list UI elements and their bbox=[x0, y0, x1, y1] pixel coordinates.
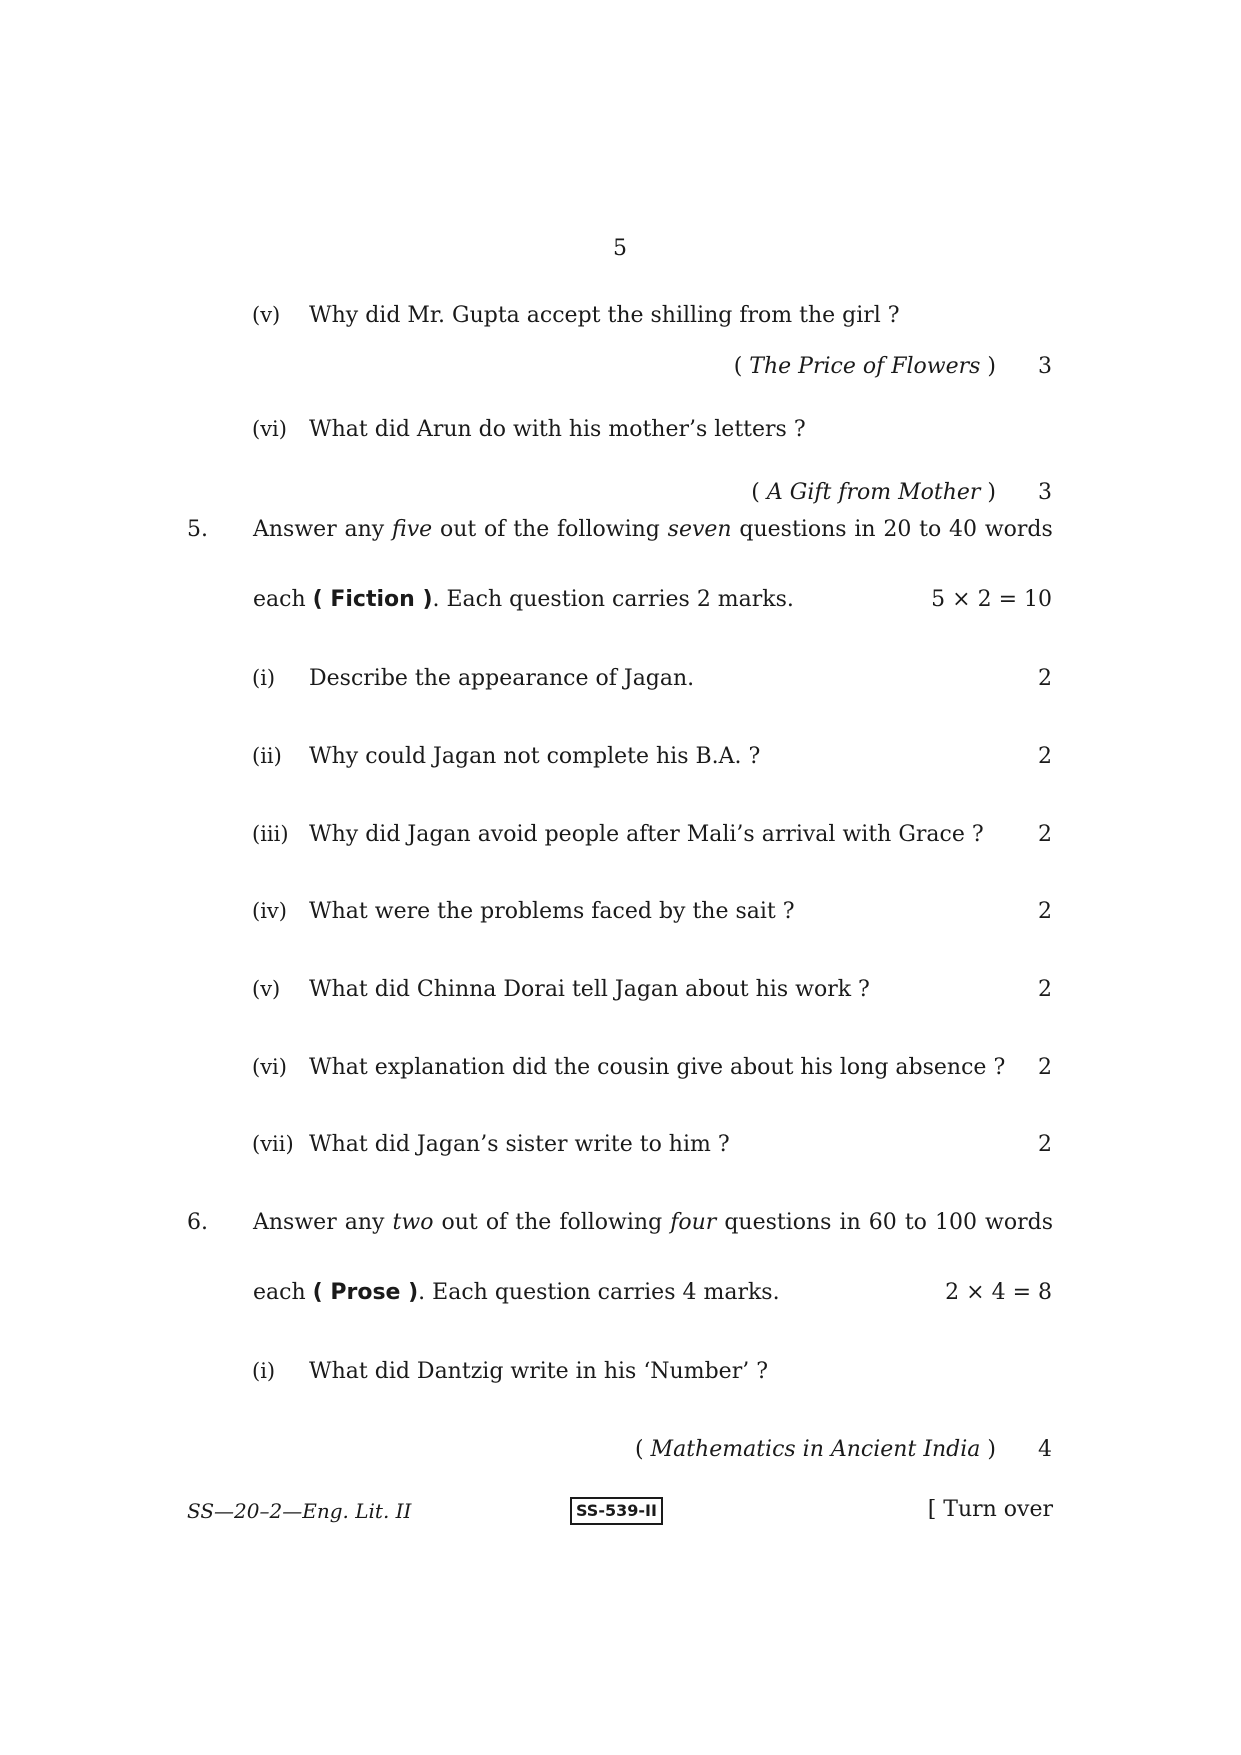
word: following bbox=[559, 1210, 663, 1235]
footer-turn-over: [ Turn over bbox=[927, 1497, 1053, 1522]
q5-item-marks: 2 bbox=[1038, 977, 1052, 1002]
word: the bbox=[515, 1210, 552, 1235]
q5-item-text: What did Chinna Dorai tell Jagan about his work ? bbox=[309, 977, 870, 1002]
q5-instruction-line2 bbox=[253, 586, 794, 614]
q6-item-text: What did Dantzig write in his ‘Number’ ? bbox=[309, 1359, 768, 1384]
word-emphasis: seven bbox=[667, 517, 732, 542]
q4-item-vi-marks: 3 bbox=[1038, 480, 1052, 505]
q5-item-text: What did Jagan’s sister write to him ? bbox=[309, 1132, 730, 1157]
q6-item-marks: 4 bbox=[1038, 1437, 1052, 1462]
word: to bbox=[919, 517, 942, 542]
word-emphasis: two bbox=[392, 1210, 434, 1235]
q4-item-v-number: (v) bbox=[252, 303, 281, 327]
footer-paper-code: SS—20–2—Eng. Lit. II bbox=[187, 1499, 412, 1523]
word: any bbox=[344, 1210, 385, 1235]
q4-item-vi-number: (vi) bbox=[252, 417, 287, 441]
q5-item-number: (ii) bbox=[252, 744, 282, 768]
q5-item-number: (vii) bbox=[252, 1132, 294, 1156]
q4-item-v-source: ( The Price of Flowers ) bbox=[733, 354, 996, 379]
q5-instruction-line1 bbox=[253, 516, 1053, 544]
q4-item-vi-source: ( A Gift from Mother ) bbox=[751, 480, 996, 505]
text: each bbox=[253, 1280, 306, 1305]
q5-item-marks: 2 bbox=[1038, 744, 1052, 769]
word: 100 bbox=[934, 1210, 977, 1235]
footer-exam-code: SS-539-II bbox=[570, 1497, 663, 1525]
q5-marks-formula: 5 × 2 = 10 bbox=[931, 587, 1052, 612]
section-label: ( Prose ) bbox=[312, 1280, 419, 1305]
word: to bbox=[904, 1210, 927, 1235]
word: 40 bbox=[949, 517, 978, 542]
source-title: A Gift from Mother bbox=[766, 480, 981, 505]
word: any bbox=[344, 517, 385, 542]
section-label: ( Fiction ) bbox=[312, 587, 433, 612]
source-title: The Price of Flowers bbox=[749, 354, 981, 379]
q5-item-text: What explanation did the cousin give about his long absence ? bbox=[309, 1055, 1006, 1080]
q6-item-number: (i) bbox=[252, 1359, 276, 1383]
word: of bbox=[484, 517, 506, 542]
q5-item-marks: 2 bbox=[1038, 899, 1052, 924]
page-number: 5 bbox=[613, 236, 627, 261]
q6-item-source: ( Mathematics in Ancient India ) bbox=[634, 1437, 996, 1462]
q6-instruction-line1 bbox=[253, 1209, 1053, 1237]
word-emphasis: four bbox=[670, 1210, 717, 1235]
q6-number: 6. bbox=[187, 1210, 208, 1235]
q5-number: 5. bbox=[187, 517, 208, 542]
q5-item-number: (i) bbox=[252, 666, 276, 690]
q6-marks-formula: 2 × 4 = 8 bbox=[945, 1280, 1052, 1305]
q4-item-vi-text: What did Arun do with his mother’s letters ? bbox=[309, 417, 806, 442]
text: each bbox=[253, 587, 306, 612]
q5-item-marks: 2 bbox=[1038, 1055, 1052, 1080]
word: 60 bbox=[868, 1210, 897, 1235]
word: of bbox=[485, 1210, 508, 1235]
word: words bbox=[985, 1210, 1053, 1235]
q6-instruction-line2 bbox=[253, 1279, 780, 1307]
q5-item-marks: 2 bbox=[1038, 666, 1052, 691]
q5-item-marks: 2 bbox=[1038, 822, 1052, 847]
word: in bbox=[854, 517, 876, 542]
q5-item-number: (iv) bbox=[252, 899, 287, 923]
q5-item-text: Describe the appearance of Jagan. bbox=[309, 666, 695, 691]
word: Answer bbox=[253, 517, 337, 542]
text: . Each question carries 4 marks. bbox=[418, 1280, 780, 1305]
q4-item-v-text: Why did Mr. Gupta accept the shilling from the girl ? bbox=[309, 303, 900, 328]
word: out bbox=[441, 1210, 478, 1235]
word: the bbox=[513, 517, 550, 542]
word: words bbox=[984, 517, 1053, 542]
word: questions bbox=[739, 517, 847, 542]
word-emphasis: five bbox=[392, 517, 433, 542]
word: Answer bbox=[253, 1210, 337, 1235]
q5-item-number: (iii) bbox=[252, 822, 289, 846]
q5-item-number: (v) bbox=[252, 977, 281, 1001]
source-title: Mathematics in Ancient India bbox=[650, 1437, 981, 1462]
q4-item-v-marks: 3 bbox=[1038, 354, 1052, 379]
q5-item-text: What were the problems faced by the sait ? bbox=[309, 899, 795, 924]
text: . Each question carries 2 marks. bbox=[432, 587, 794, 612]
q5-item-text: Why did Jagan avoid people after Mali’s arrival with Grace ? bbox=[309, 822, 984, 847]
word: 20 bbox=[883, 517, 912, 542]
word: in bbox=[839, 1210, 861, 1235]
word: questions bbox=[724, 1210, 832, 1235]
q5-item-marks: 2 bbox=[1038, 1132, 1052, 1157]
word: out bbox=[439, 517, 477, 542]
q5-item-number: (vi) bbox=[252, 1055, 287, 1079]
word: following bbox=[557, 517, 660, 542]
q5-item-text: Why could Jagan not complete his B.A. ? bbox=[309, 744, 761, 769]
